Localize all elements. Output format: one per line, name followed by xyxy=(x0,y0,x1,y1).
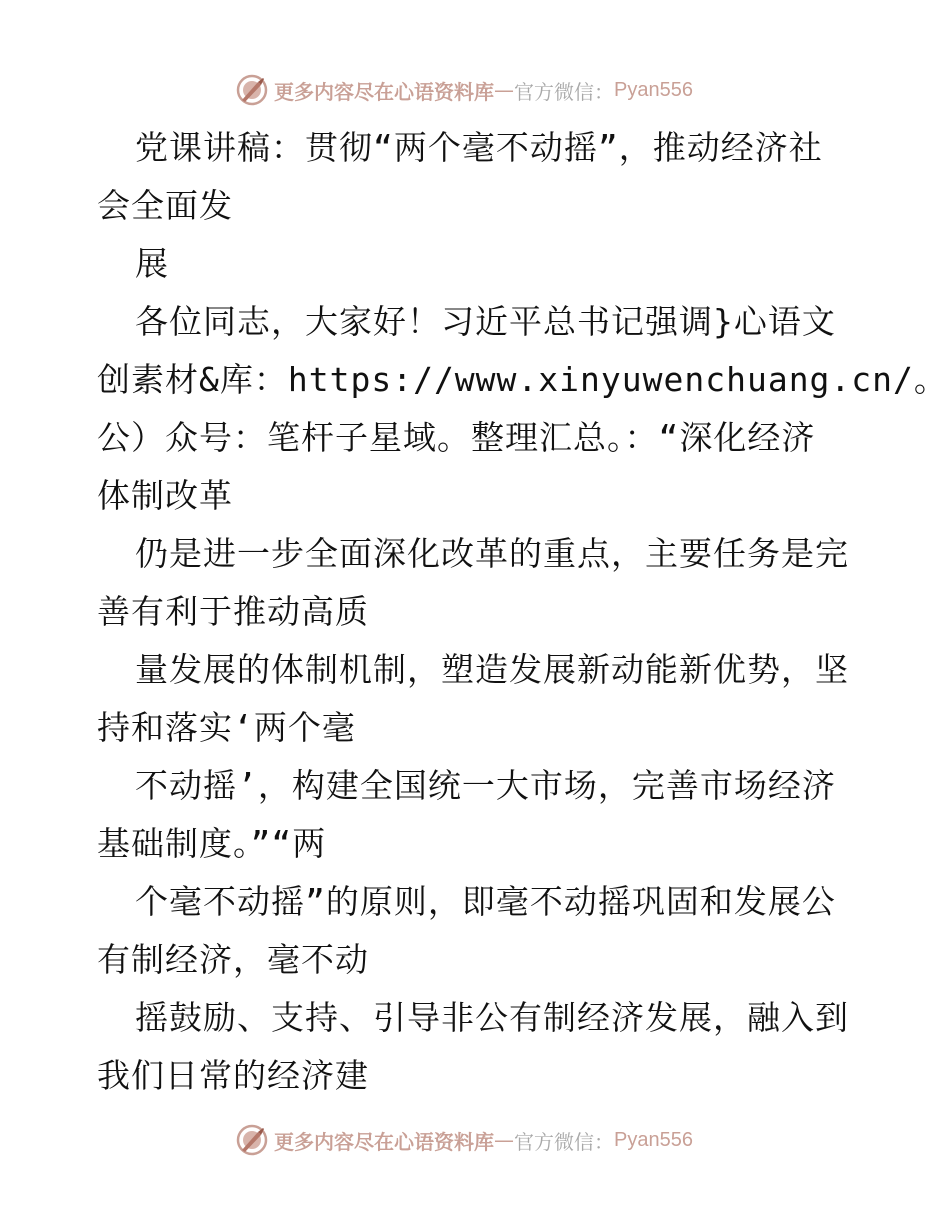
body-line: 基础制度。”“两 xyxy=(97,824,327,863)
body-line: 我们日常的经济建 xyxy=(97,1056,369,1095)
watermark-separator: — xyxy=(494,1128,514,1152)
body-line: 党课讲稿：贯彻“两个毫不动摇”，推动经济社 xyxy=(135,128,823,167)
body-line: 体制改革 xyxy=(97,476,233,515)
body-line: 个毫不动摇”的原则，即毫不动摇巩固和发展公 xyxy=(135,882,836,921)
body-line: 摇鼓励、支持、引导非公有制经济发展，融入到 xyxy=(135,998,849,1037)
body-line: 有制经济，毫不动 xyxy=(97,940,369,979)
body-line: 会全面发 xyxy=(97,186,233,225)
footer-watermark xyxy=(236,1122,693,1158)
watermark-brand: 更多内容尽在心语资料库 xyxy=(274,79,494,104)
header-watermark xyxy=(236,72,693,108)
body-line: 各位同志，大家好！习近平总书记强调}心语文 xyxy=(135,302,836,341)
body-line: 持和落实‘两个毫 xyxy=(97,708,356,747)
body-line: 展 xyxy=(135,244,169,283)
body-line: 创素材&库：https://www.xinyuwenchuang.cn/。 xyxy=(97,360,948,399)
watermark-separator: — xyxy=(494,78,514,102)
document-body xyxy=(97,119,948,1105)
body-line: 公）众号：笔杆子星域。整理汇总。：“深化经济 xyxy=(97,418,816,457)
quill-pen-logo-icon xyxy=(236,1124,268,1156)
watermark-brand: 更多内容尽在心语资料库 xyxy=(274,1129,494,1154)
body-line: 不动摇’，构建全国统一大市场，完善市场经济 xyxy=(135,766,836,805)
watermark-official-label: 官方微信： xyxy=(514,79,614,104)
watermark-handle: Pyan556 xyxy=(614,1128,693,1151)
body-line: 善有利于推动高质 xyxy=(97,592,369,631)
watermark-handle: Pyan556 xyxy=(614,78,693,101)
watermark-official-label: 官方微信： xyxy=(514,1129,614,1154)
body-line: 量发展的体制机制，塑造发展新动能新优势，坚 xyxy=(135,650,849,689)
body-line: 仍是进一步全面深化改革的重点，主要任务是完 xyxy=(135,534,849,573)
quill-pen-logo-icon xyxy=(236,74,268,106)
